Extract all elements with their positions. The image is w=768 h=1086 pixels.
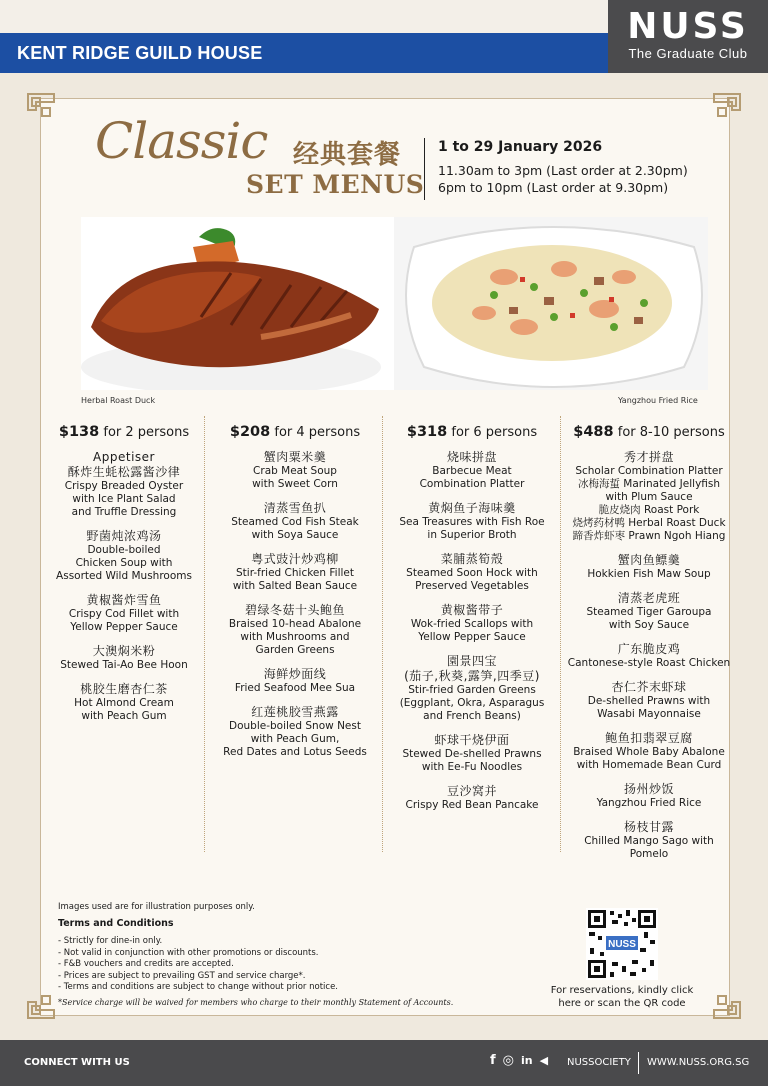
reservation-text-line2: here or scan the QR code: [558, 998, 686, 1009]
dish-chinese: 鲍鱼扣翡翠豆腐: [605, 731, 693, 745]
dish-english: Cantonese-style Roast Chicken: [567, 657, 731, 669]
column-divider: [204, 416, 205, 852]
menu-price-line: [564, 424, 734, 440]
terms-item: - Terms and conditions are subject to change without prior notice.: [58, 982, 338, 994]
dish: [386, 654, 558, 723]
menu-persons: for 2 persons: [103, 425, 190, 440]
corner-ornament-icon: [712, 92, 742, 122]
dish-english: Crispy Red Bean Pancake: [405, 799, 539, 811]
dish-chinese: 園景四宝 (茄子,秋葵,露笋,四季豆): [404, 654, 540, 683]
dish-english: Steamed Tiger Garoupa with Soy Sauce: [586, 606, 712, 631]
website-link[interactable]: WWW.NUSS.ORG.SG: [647, 1057, 750, 1068]
dish-english: Braised 10-head Abalone with Mushrooms and Garden Greens: [228, 618, 362, 656]
dish: [210, 450, 380, 491]
title-divider: [424, 138, 425, 200]
dish-english: Sea Treasures with Fish Roe in Superior Broth: [399, 516, 545, 541]
dish: [564, 591, 734, 632]
dish: [44, 529, 204, 583]
menu-persons: for 4 persons: [274, 425, 361, 440]
menu-price: $488: [573, 424, 614, 440]
dish-chinese: 黄焖鱼子海味羹: [428, 501, 516, 515]
menu-column-488: [564, 424, 734, 871]
title-script: Classic: [95, 112, 268, 170]
lunch-hours: 11.30am to 3pm (Last order at 2.30pm): [438, 163, 688, 178]
dish: [210, 667, 380, 695]
roast-duck-photo: [81, 217, 394, 390]
social-icons: [490, 1053, 548, 1068]
footer-divider: [638, 1052, 639, 1074]
dish-chinese: 黄椒酱炸雪鱼: [86, 593, 162, 607]
dish-english: Steamed Soon Hock with Preserved Vegetables: [406, 567, 538, 592]
dish: [564, 450, 734, 543]
dish-english: Crispy Breaded Oyster with Ice Plant Salad and Truffle Dressing: [64, 480, 184, 518]
menu-price: $208: [229, 424, 271, 440]
dish-chinese: 虾球干烧伊面: [434, 733, 510, 747]
dish-english: Stir-fried Garden Greens (Eggplant, Okra, Asparagus and French Beans): [399, 684, 545, 722]
dish-chinese: 广东脆皮鸡: [617, 642, 681, 656]
terms-item: - Not valid in conjunction with other promotions or discounts.: [58, 948, 338, 960]
dish: [564, 782, 734, 810]
dish-english: Double-boiled Snow Nest with Peach Gum, Red Dates and Lotus Seeds: [223, 720, 367, 758]
dish-chinese: 碧绿冬菇十头鲍鱼: [244, 603, 345, 617]
column-divider: [560, 416, 561, 852]
dish: [210, 501, 380, 542]
dish: [386, 603, 558, 644]
dish-english: Crispy Cod Fillet with Yellow Pepper Sauce: [68, 608, 180, 633]
dish-english: Chilled Mango Sago with Pomelo: [584, 835, 714, 860]
dish-chinese: 大澳焖米粉: [92, 644, 156, 658]
title-chinese: 经典套餐: [293, 140, 402, 170]
menu-column-208: [210, 424, 380, 769]
dish: [386, 784, 558, 812]
menu-price-line: [44, 424, 204, 440]
linkedin-icon[interactable]: in: [521, 1054, 533, 1067]
nuss-logo[interactable]: [608, 0, 768, 73]
dish-chinese: 秀才拼盘: [623, 450, 674, 464]
dish-chinese: 杨枝甘露: [623, 820, 674, 834]
dish: [564, 553, 734, 581]
logo-mark: NUSS: [627, 6, 749, 47]
facebook-icon[interactable]: f: [490, 1053, 496, 1068]
dish-english: Scholar Combination Platter 冰梅海蜇 Marinated Jellyfish with Plum Sauce 脆皮烧肉 Roast Pork 烧烤药材鸭 Herbal Roast Duck 蹄香炸虾枣 Prawn Ngoh Hiang: [572, 465, 726, 542]
dish: [210, 705, 380, 759]
dish-chinese: Appetiser 酥炸生蚝松露酱沙律: [67, 450, 181, 479]
dish: [44, 644, 204, 672]
corner-ornament-icon: [26, 990, 56, 1020]
dish-english: Crab Meat Soup with Sweet Corn: [252, 465, 338, 490]
dish-english: Wok-fried Scallops with Yellow Pepper Sauce: [410, 618, 534, 643]
corner-ornament-icon: [26, 92, 56, 122]
social-handle[interactable]: NUSSOCIETY: [567, 1057, 631, 1068]
dish-english: Stewed Tai-Ao Bee Hoon: [60, 659, 188, 671]
telegram-icon[interactable]: ◀: [539, 1054, 549, 1067]
menu-column-138: [44, 424, 204, 733]
dish-chinese: 杏仁芥末虾球: [611, 680, 687, 694]
menu-column-318: [386, 424, 558, 822]
dish: [386, 552, 558, 593]
dish-english: Hokkien Fish Maw Soup: [587, 568, 711, 580]
corner-ornament-icon: [712, 990, 742, 1020]
dish: [44, 593, 204, 634]
dish-english: Double-boiled Chicken Soup with Assorted Wild Mushrooms: [56, 544, 192, 582]
terms-title: Terms and Conditions: [58, 918, 174, 929]
qr-label: NUSS: [608, 939, 636, 950]
venue-banner: [0, 33, 608, 73]
menu-price-line: [210, 424, 380, 440]
dish-chinese: 豆沙窝并: [446, 784, 497, 798]
menu-price-line: [386, 424, 558, 440]
dish-english: Barbecue Meat Combination Platter: [419, 465, 525, 490]
dish: [210, 552, 380, 593]
terms-item: - Prices are subject to prevailing GST and service charge*.: [58, 971, 338, 983]
logo-subtitle: The Graduate Club: [628, 46, 748, 61]
terms-item: - Strictly for dine-in only.: [58, 936, 338, 948]
dish: [564, 642, 734, 670]
dish-chinese: 扬州炒饭: [623, 782, 674, 796]
menu-price: $318: [406, 424, 448, 440]
dish: [386, 501, 558, 542]
dinner-hours: 6pm to 10pm (Last order at 9.30pm): [438, 180, 669, 195]
dish-chinese: 红莲桃胶雪燕露: [251, 705, 339, 719]
dish-chinese: 烧味拼盘: [446, 450, 497, 464]
dish-english: Fried Seafood Mee Sua: [234, 682, 356, 694]
dish-chinese: 清蒸老虎班: [617, 591, 681, 605]
footer-bar: [0, 1040, 768, 1086]
reservation-text-line1: For reservations, kindly click: [550, 985, 694, 996]
fried-rice-photo: [394, 217, 708, 390]
dish-chinese: 海鲜炒面线: [263, 667, 327, 681]
dish-english: Hot Almond Cream with Peach Gum: [74, 697, 174, 722]
column-divider: [382, 416, 383, 852]
dish-english: Steamed Cod Fish Steak with Soya Sauce: [231, 516, 359, 541]
dish: [44, 682, 204, 723]
dish-chinese: 清蒸雪鱼扒: [263, 501, 327, 515]
dish: [44, 450, 204, 519]
photo-caption-right: Yangzhou Fried Rice: [618, 396, 698, 405]
dish-english: Stir-fried Chicken Fillet with Salted Bean Sauce: [232, 567, 358, 592]
dish: [564, 731, 734, 772]
title-set-menus: SET MENUS: [246, 170, 425, 199]
dish: [210, 603, 380, 657]
menu-persons: for 6 persons: [451, 425, 538, 440]
dish-english: Braised Whole Baby Abalone with Homemade Bean Curd: [573, 746, 725, 771]
dish-chinese: 菜脯蒸筍殼: [440, 552, 504, 566]
dish: [386, 450, 558, 491]
dish: [564, 820, 734, 861]
dish-english: Stewed De-shelled Prawns with Ee-Fu Noodles: [402, 748, 542, 773]
terms-item: - F&B vouchers and credits are accepted.: [58, 959, 338, 971]
reservation-link[interactable]: [548, 984, 696, 1010]
dish-chinese: 蟹肉鱼鳔羹: [617, 553, 681, 567]
dish-english: De-shelled Prawns with Wasabi Mayonnaise: [587, 695, 711, 720]
photo-caption-left: Herbal Roast Duck: [81, 396, 156, 405]
dish-english: Yangzhou Fried Rice: [596, 797, 702, 809]
dish-chinese: 粤式豉汁炒鸡柳: [251, 552, 339, 566]
dish-chinese: 黄椒酱带子: [440, 603, 504, 617]
venue-name: KENT RIDGE GUILD HOUSE: [17, 43, 263, 63]
menu-persons: for 8-10 persons: [617, 425, 725, 440]
promo-dates: 1 to 29 January 2026: [438, 139, 603, 155]
reservation-qr-code[interactable]: [586, 908, 658, 980]
dish-chinese: 野菌炖浓鸡汤: [86, 529, 162, 543]
dish: [564, 680, 734, 721]
connect-label: CONNECT WITH US: [24, 1057, 130, 1068]
image-disclaimer: Images used are for illustration purposes only.: [58, 902, 255, 912]
service-charge-note: *Service charge will be waived for members who charge to their monthly Statement of Accounts.: [58, 998, 454, 1007]
dish-chinese: 桃胶生磨杏仁茶: [80, 682, 168, 696]
terms-list: [58, 936, 338, 994]
dish-chinese: 蟹肉粟米羹: [263, 450, 327, 464]
instagram-icon[interactable]: ◎: [502, 1053, 514, 1068]
dish: [386, 733, 558, 774]
menu-price: $138: [58, 424, 100, 440]
